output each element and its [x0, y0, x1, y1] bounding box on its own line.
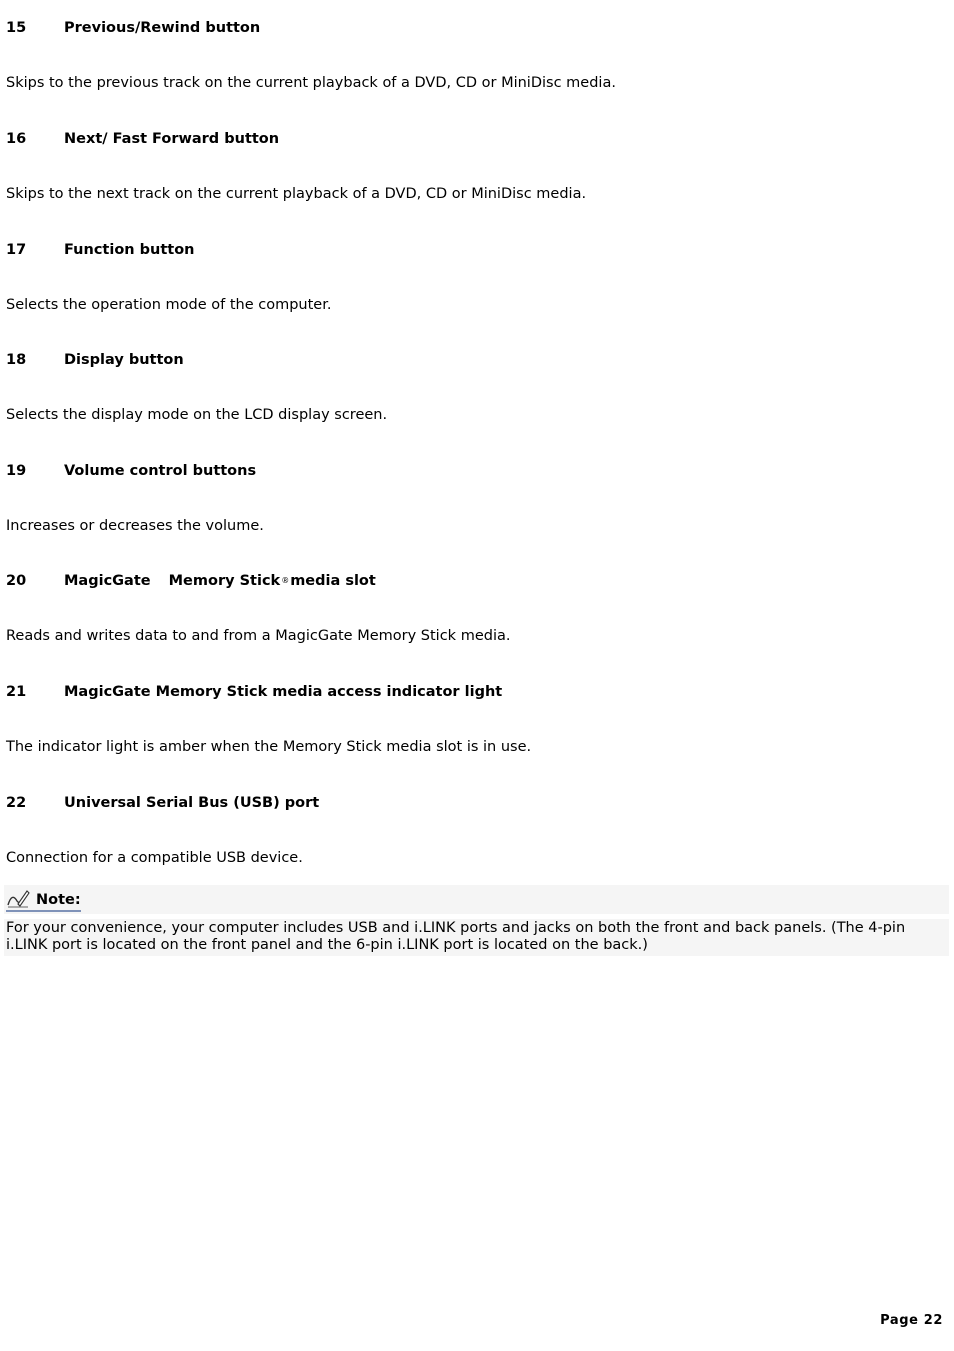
item-description: Connection for a compatible USB device.: [6, 850, 303, 866]
item-heading: [6, 129, 279, 149]
item-heading: [6, 682, 502, 702]
item-number: 15: [6, 20, 27, 36]
item-title: Function button: [64, 242, 195, 258]
item-number: 21: [6, 684, 27, 700]
item-title: Next/ Fast Forward button: [64, 131, 280, 147]
note-header: [4, 885, 949, 914]
item-description: Skips to the next track on the current playback of a DVD, CD or MiniDisc media.: [6, 186, 587, 202]
item-heading: [6, 571, 376, 591]
item-number: 17: [6, 242, 27, 258]
item-title: MagicGate Memory Stick media access indicator light: [64, 684, 503, 700]
item-title: Display button: [64, 352, 184, 368]
item-heading: [6, 793, 319, 813]
item-description: Reads and writes data to and from a MagicGate Memory Stick media.: [6, 628, 511, 644]
item-number: 16: [6, 131, 27, 147]
item-number: 22: [6, 795, 27, 811]
page-number: Page 22: [880, 1313, 943, 1328]
item-title: Previous/Rewind button: [64, 20, 261, 36]
item-title: Universal Serial Bus (USB) port: [64, 795, 320, 811]
item-description: Increases or decreases the volume.: [6, 518, 264, 534]
item-number: 20: [6, 573, 27, 589]
item-heading: [6, 18, 260, 38]
item-number: 19: [6, 463, 27, 479]
item-number: 18: [6, 352, 27, 368]
item-title-part3: media slot: [290, 573, 376, 589]
registered-mark: ®: [281, 576, 290, 585]
item-description: Selects the operation mode of the computer.: [6, 297, 332, 313]
item-title: Volume control buttons: [64, 463, 257, 479]
item-description: Skips to the previous track on the current playback of a DVD, CD or MiniDisc media.: [6, 75, 616, 91]
note-pen-icon: [6, 888, 30, 908]
note-body: [4, 919, 949, 956]
item-heading: [6, 350, 184, 370]
item-title-part2: Memory Stick: [168, 573, 281, 589]
item-heading: [6, 240, 195, 260]
item-title-part1: MagicGate: [64, 573, 151, 589]
item-description: The indicator light is amber when the Memory Stick media slot is in use.: [6, 739, 532, 755]
note-label-wrap: [6, 886, 81, 912]
note-text: For your convenience, your computer includes USB and i.LINK ports and jacks on both the front and back panels. (The 4-pin i.LINK port is located on the front panel and the 6-pin i.LINK port is located on the back.): [6, 920, 906, 953]
item-description: Selects the display mode on the LCD display screen.: [6, 407, 388, 423]
note-label: Note:: [36, 892, 81, 908]
item-heading: [6, 461, 256, 481]
note-label-underline: [6, 888, 81, 912]
